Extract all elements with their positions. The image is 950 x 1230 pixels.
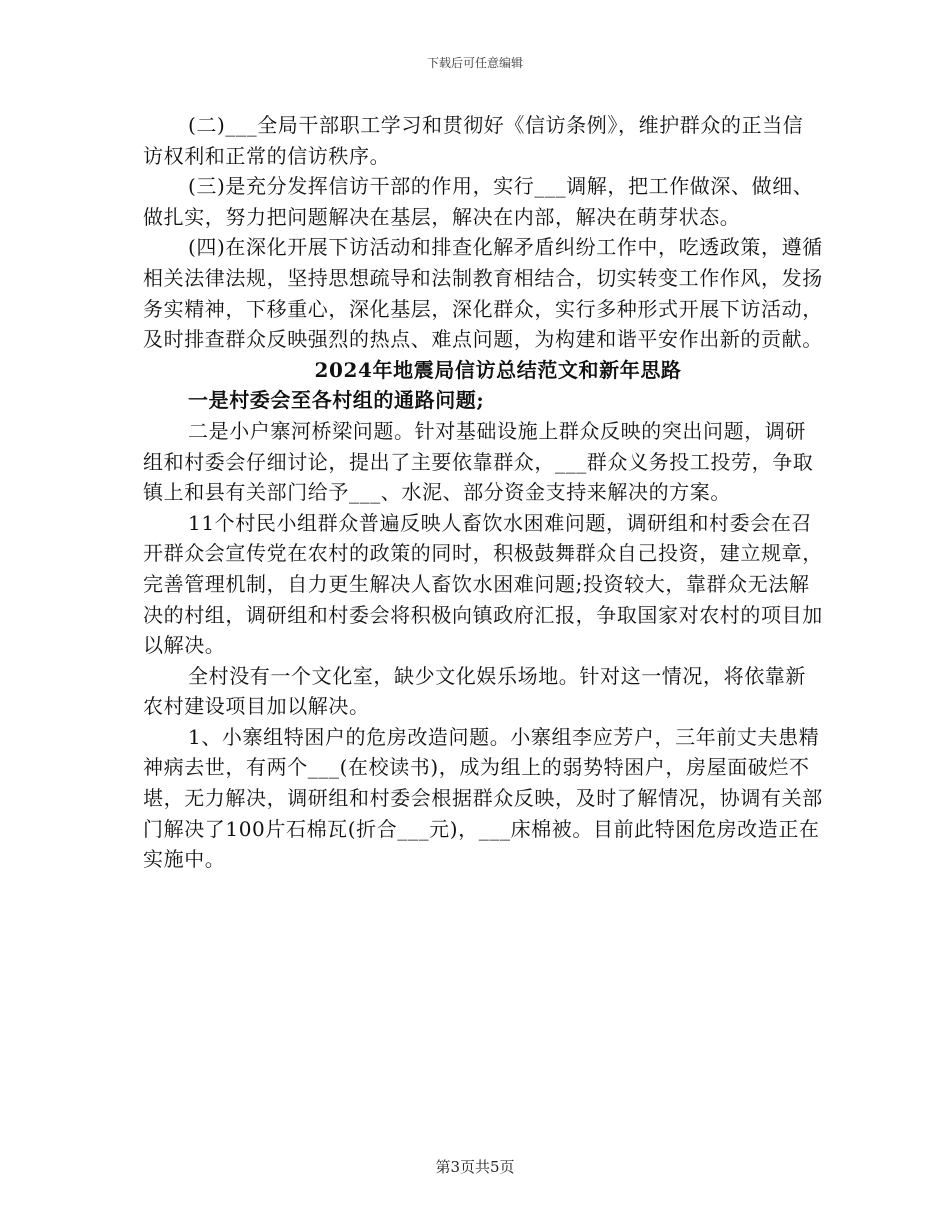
item-first: 一是村委会至各村组的通路问题;: [188, 388, 485, 413]
document-body: [143, 110, 823, 875]
paragraph-culture: 全村没有一个文化室，缺少文化娱乐场地。针对这一情况，将依靠新农村建设项目加以解决。: [143, 663, 806, 719]
paragraph-2: (二)___全局干部职工学习和贯彻好《信访条例》，维护群众的正当信访权利和正常的信访秩序。: [143, 113, 804, 168]
paragraph-3: (三)是充分发挥信访干部的作用，实行___调解，把工作做深、做细、做扎实，努力把问题解决在基层，解决在内部，解决在萌芽状态。: [143, 174, 814, 229]
paragraph-housing: 1、小寨组特困户的危房改造问题。小寨组李应芳户，三年前丈夫患精神病去世，有两个___(在校读书)，成为组上的弱势特困户，房屋面破烂不堪，无力解决，调研组和村委会根据群众反映，及时了解情况，协调有关部门解决了100片石棉瓦(折合___元)，___床棉被。目前此特困危房改造正在实施中。: [143, 724, 823, 872]
page-header: 下载后可任意编辑: [426, 56, 523, 70]
paragraph-water: 11个村民小组群众普遍反映人畜饮水困难问题，调研组和村委会在召开群众会宣传党在农村的政策的同时，积极鼓舞群众自己投资，建立规章，完善管理机制，自力更生解决人畜饮水困难问题;投资较大，靠群众无法解决的村组，调研组和村委会将积极向镇政府汇报，争取国家对农村的项目加以解决。: [143, 510, 823, 658]
page-footer: 第3页共5页: [435, 1158, 515, 1176]
section-title: 2024年地震局信访总结范文和新年思路: [314, 357, 682, 382]
item-second: 二是小户寨河桥梁问题。针对基础设施上群众反映的突出问题，调研组和村委会仔细讨论，提出了主要依靠群众，___群众义务投工投劳，争取镇上和县有关部门给予___、水泥、部分资金支持来解决的方案。: [143, 418, 814, 505]
paragraph-4: (四)在深化开展下访活动和排查化解矛盾纠纷工作中，吃透政策，遵循相关法律法规，坚持思想疏导和法制教育相结合，切实转变工作作风，发扬务实精神，下移重心，深化基层，深化群众，实行多种形式开展下访活动，及时排查群众反映强烈的热点、难点问题，为构建和谐平安作出新的贡献。: [143, 235, 823, 352]
